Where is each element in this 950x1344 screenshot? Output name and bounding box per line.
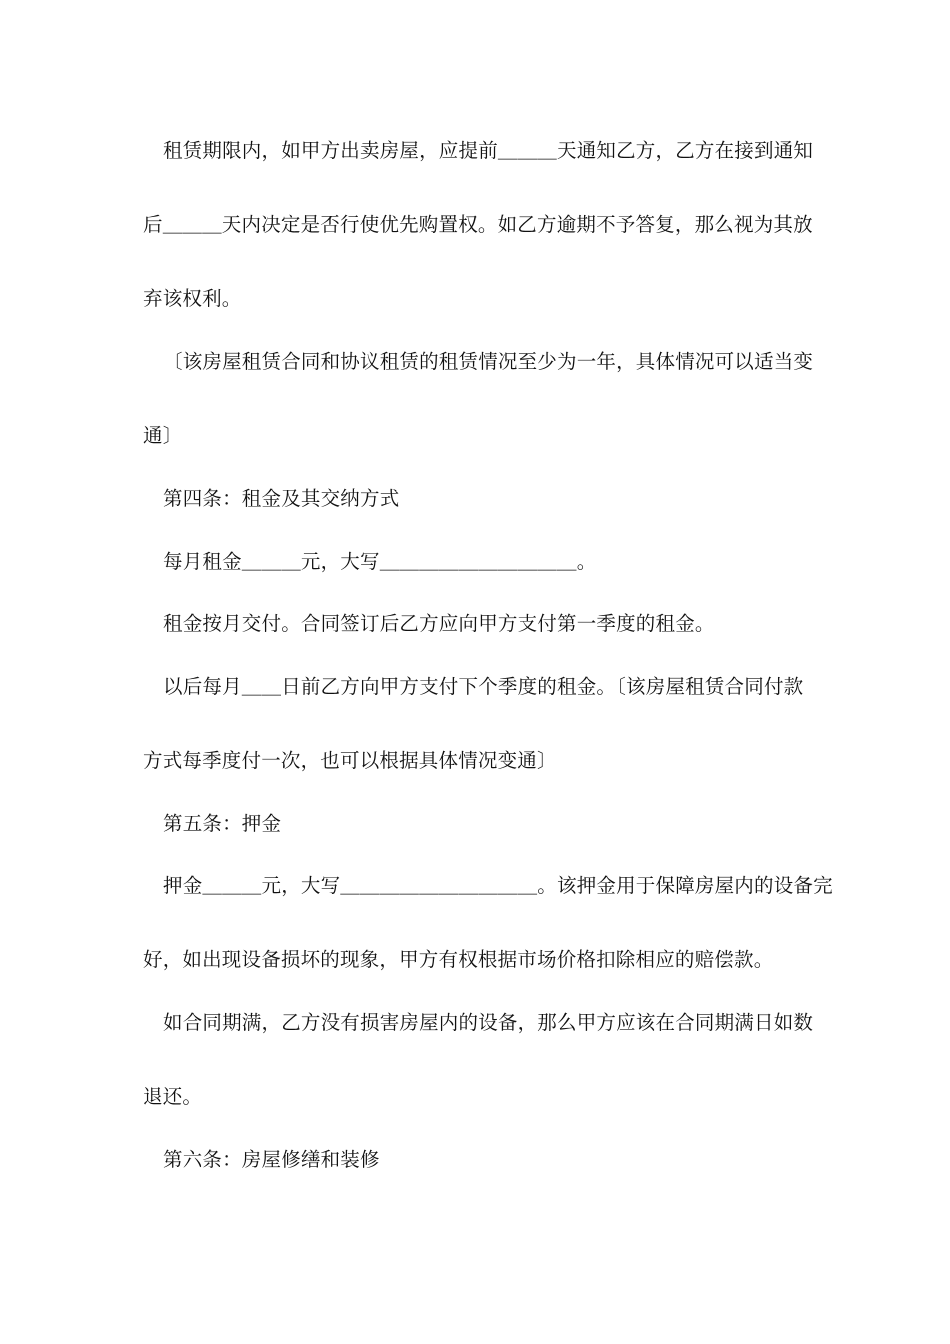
text-line: 弃该权利。	[143, 287, 242, 310]
section-heading: 第六条：房屋修缮和装修	[163, 1148, 380, 1171]
text-line: 如合同期满，乙方没有损害房屋内的设备，那么甲方应该在合同期满日如数	[163, 1011, 814, 1034]
text-line: 方式每季度付一次，也可以根据具体情况变通〕	[143, 749, 557, 772]
text-line: 租赁期限内，如甲方出卖房屋，应提前＿＿＿天通知乙方，乙方在接到通知	[163, 139, 814, 162]
text-line: 押金＿＿＿元，大写＿＿＿＿＿＿＿＿＿＿。该押金用于保障房屋内的设备完	[163, 874, 833, 897]
text-line: 每月租金＿＿＿元，大写＿＿＿＿＿＿＿＿＿＿。	[163, 550, 597, 573]
text-line: 租金按月交付。合同签订后乙方应向甲方支付第一季度的租金。	[163, 612, 715, 635]
text-line: 以后每月＿＿日前乙方向甲方支付下个季度的租金。〔该房屋租赁合同付款	[163, 675, 804, 698]
text-line: 退还。	[143, 1085, 203, 1108]
text-line: 后＿＿＿天内决定是否行使优先购置权。如乙方逾期不予答复，那么视为其放	[143, 213, 813, 236]
section-heading: 第五条：押金	[163, 812, 282, 835]
text-line: 好，如出现设备损坏的现象，甲方有权根据市场价格扣除相应的赔偿款。	[143, 948, 774, 971]
text-line: 通〕	[143, 424, 183, 447]
section-heading: 第四条：租金及其交纳方式	[163, 487, 400, 510]
text-line: 〔该房屋租赁合同和协议租赁的租赁情况至少为一年，具体情况可以适当变	[163, 350, 814, 373]
